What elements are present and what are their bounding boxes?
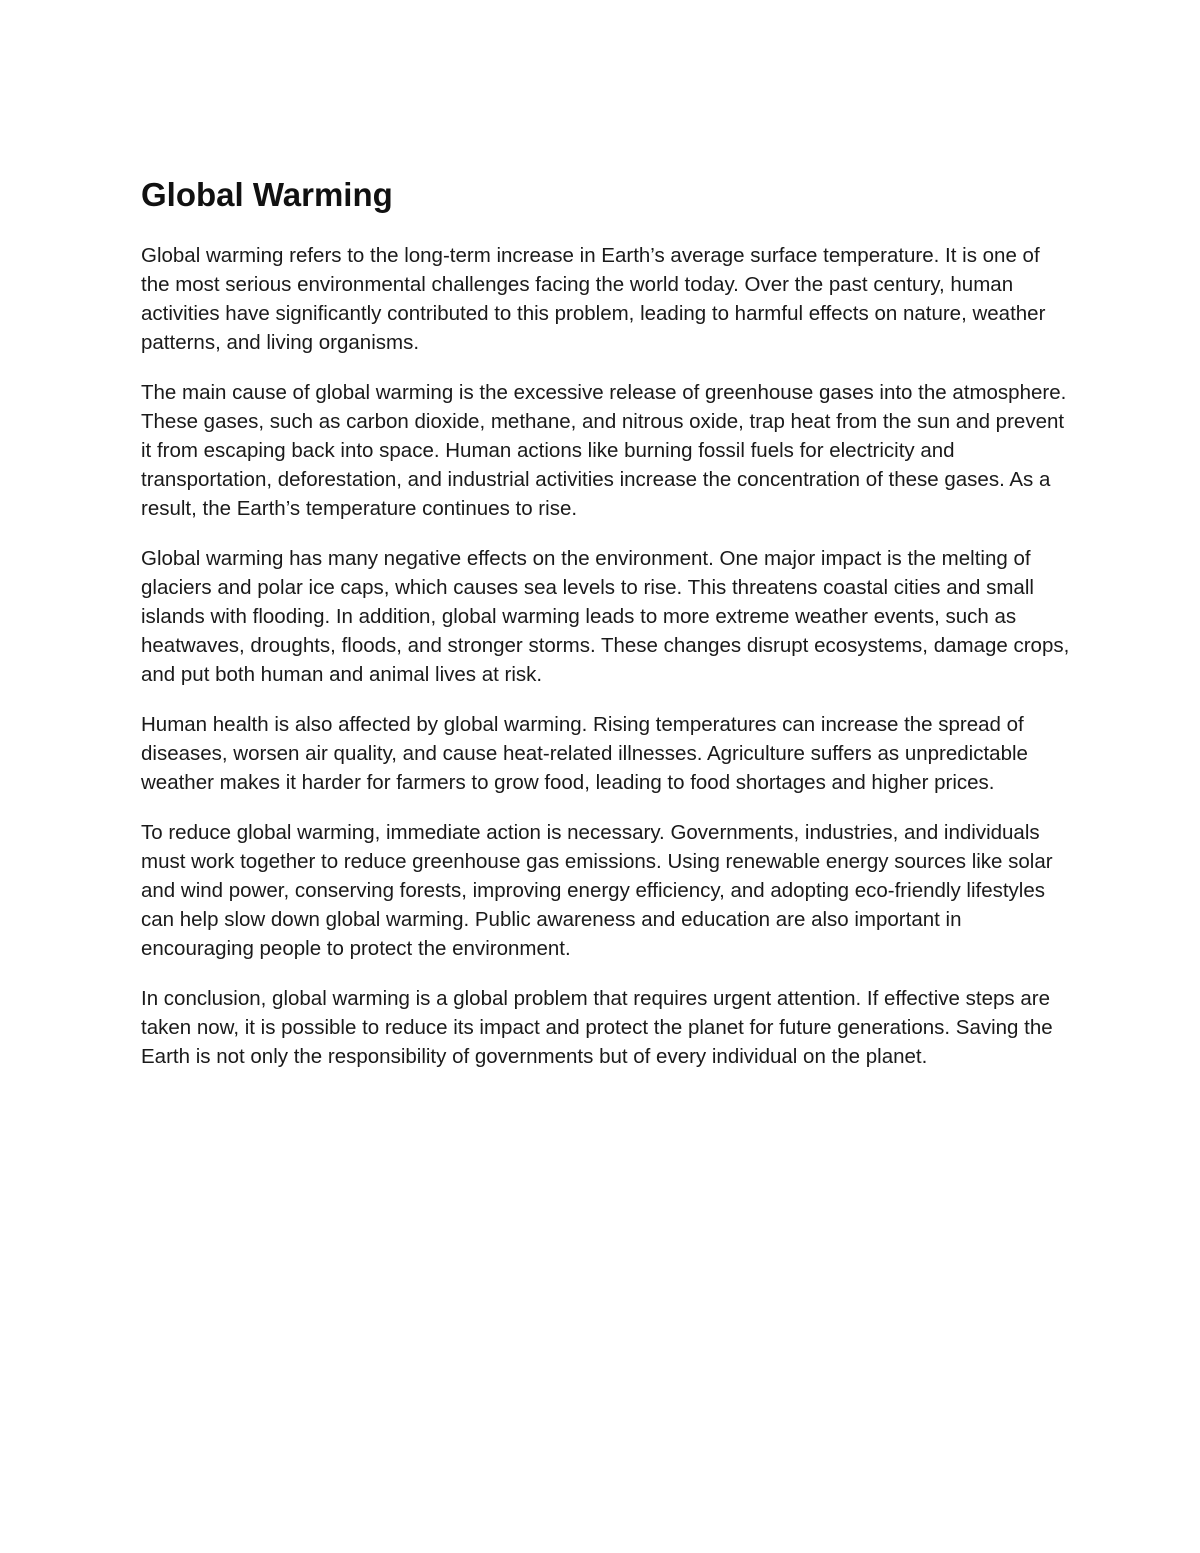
paragraph-health: Human health is also affected by global warming. Rising temperatures can increase the spread of diseases, worsen air quality, and cause heat-related illnesses. Agriculture suffers as unpredictable weather makes it harder for farmers to grow food, leading to food shortages and higher prices. xyxy=(141,713,1028,794)
paragraph-intro: Global warming refers to the long-term increase in Earth’s average surface temperature. It is one of the most serious environmental challenges facing the world today. Over the past century, human activities have significantly contributed to this problem, leading to harmful effects on nature, weather patterns, and living organisms. xyxy=(141,244,1046,354)
paragraph-conclusion: In conclusion, global warming is a global problem that requires urgent attention. If effective steps are taken now, it is possible to reduce its impact and protect the planet for future generations. Saving the Earth is not only the responsibility of governments but of every individual on the planet. xyxy=(141,987,1053,1068)
paragraph-causes: The main cause of global warming is the excessive release of greenhouse gases into the atmosphere. These gases, such as carbon dioxide, methane, and nitrous oxide, trap heat from the sun and prevent it from escaping back into space. Human actions like burning fossil fuels for electricity and transportation, deforestation, and industrial activities increase the concentration of these gases. As a result, the Earth’s temperature continues to rise. xyxy=(141,381,1067,520)
document-page xyxy=(141,175,1071,1092)
paragraph-effects: Global warming has many negative effects on the environment. One major impact is the melting of glaciers and polar ice caps, which causes sea levels to rise. This threatens coastal cities and small islands with flooding. In addition, global warming leads to more extreme weather events, such as heatwaves, droughts, floods, and stronger storms. These changes disrupt ecosystems, damage crops, and put both human and animal lives at risk. xyxy=(141,547,1070,686)
paragraph-solutions: To reduce global warming, immediate action is necessary. Governments, industries, and individuals must work together to reduce greenhouse gas emissions. Using renewable energy sources like solar and wind power, conserving forests, improving energy efficiency, and adopting eco-friendly lifestyles can help slow down global warming. Public awareness and education are also important in encouraging people to protect the environment. xyxy=(141,821,1053,960)
document-title: Global Warming xyxy=(141,176,393,213)
